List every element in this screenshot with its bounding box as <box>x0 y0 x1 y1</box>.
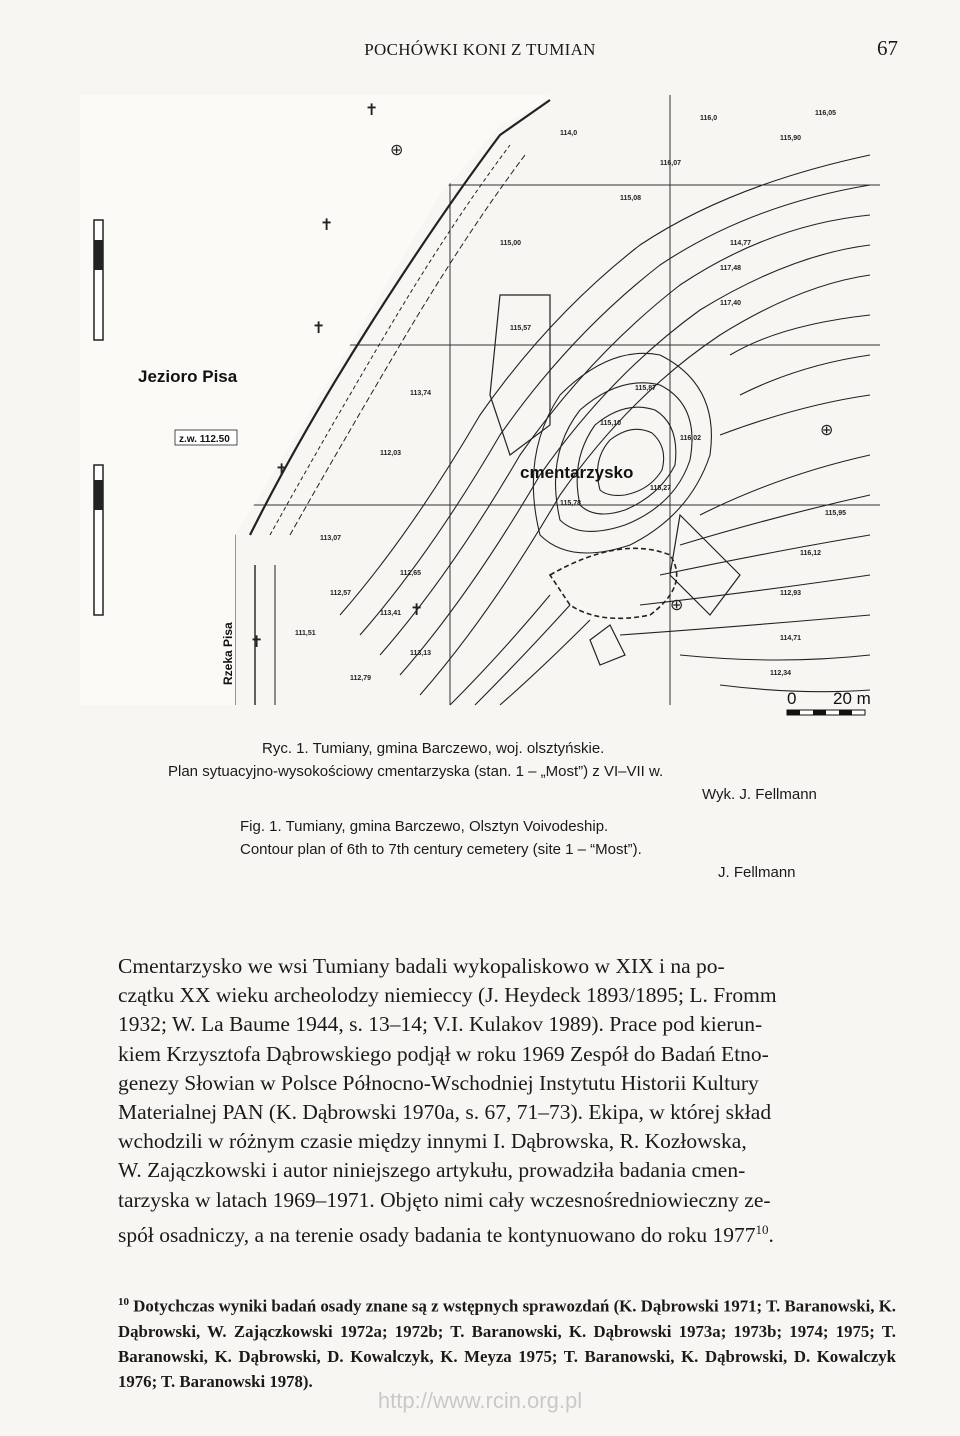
footnote <box>118 1290 896 1394</box>
contour-lines <box>340 155 870 705</box>
elevation-label: 116,07 <box>660 160 682 167</box>
body-paragraph <box>118 952 896 1250</box>
elevation-label: 115,78 <box>560 500 582 507</box>
svg-text:✝: ✝ <box>410 602 424 619</box>
caption-en-author: J. Fellmann <box>718 864 796 881</box>
cemetery-contour-map <box>80 95 880 720</box>
footnote-text: Dotychczas wyniki badań osady znane są z wstępnych sprawozdań (K. Dąbrowski 1971; T. Baranowski, K. Dąbrowski, W. Zajączkowski 1972a; 1972b; T. Baranowski, K. Dąbrowski 1973a; 1973b; 1974; 1975; T. Baranowski, K. Dąbrowski, D. Kowalczyk, K. Meyza 1975; T. Baranowski, K. Dąbrowski, D. Kowalczyk 1976; T. Baranowski 1978). <box>118 1296 896 1391</box>
cemetery-label: cmentarzysko <box>520 463 634 482</box>
svg-text:✝: ✝ <box>365 102 379 119</box>
body-line: tarzyska w latach 1969–1971. Objęto nimi cały wczesnośredniowieczny ze- <box>118 1187 771 1212</box>
elevation-label: 112,65 <box>400 570 422 577</box>
caption-pl-line2: Plan sytuacyjno-wysokościowy cmentarzyska (stan. 1 – „Most”) z VI–VII w. <box>168 763 664 780</box>
svg-text:✝: ✝ <box>250 634 264 651</box>
elevation-label: 115,08 <box>620 195 642 202</box>
scale-bar <box>785 690 880 720</box>
footnote-marker: 10 <box>118 1296 129 1308</box>
elevation-label: 114,71 <box>780 635 802 642</box>
elevation-label: 113,13 <box>410 650 432 657</box>
elevation-label: 115,57 <box>510 325 532 332</box>
elevation-label: 117,48 <box>720 265 742 272</box>
body-line: kiem Krzysztofa Dąbrowskiego podjął w roku 1969 Zespół do Badań Etno- <box>118 1041 769 1066</box>
lake-shore <box>80 95 550 705</box>
elevation-label: 115,27 <box>650 485 672 492</box>
body-line: spół osadniczy, a na terenie osady badania te kontynuowano do roku 1977 <box>118 1222 756 1247</box>
svg-text:⊕: ⊕ <box>390 142 404 159</box>
river-label: Rzeka Pisa <box>221 622 235 685</box>
elevation-label: 115,00 <box>500 240 522 247</box>
elevation-label: 117,40 <box>720 300 742 307</box>
svg-text:z.w. 112.50: z.w. 112.50 <box>179 434 230 445</box>
body-line: Materialnej PAN (K. Dąbrowski 1970a, s. 67, 71–73). Ekipa, w której skład <box>118 1100 772 1125</box>
body-line: czątku XX wieku archeolodzy niemieccy (J. Heydeck 1893/1895; L. Fromm <box>118 983 777 1008</box>
scale-label: 20 m <box>833 690 871 708</box>
elevation-label: 113,74 <box>410 390 432 397</box>
svg-text:✝: ✝ <box>320 217 334 234</box>
elevation-label: 111,51 <box>295 630 316 637</box>
body-line: W. Zajączkowski i autor niniejszego artykułu, prowadziła badania cmen- <box>118 1158 746 1183</box>
elevation-label: 112,34 <box>770 670 792 677</box>
elevation-label: 114,0 <box>560 130 578 137</box>
elevation-label: 113,07 <box>320 535 342 542</box>
elevation-label: 115,90 <box>780 135 802 142</box>
watermark: http://www.rcin.org.pl <box>377 1388 583 1413</box>
caption-pl-line1: Ryc. 1. Tumiany, gmina Barczewo, woj. olsztyńskie. <box>262 740 605 757</box>
lake-label: Jezioro Pisa <box>138 367 238 386</box>
caption-pl-author: Wyk. J. Fellmann <box>702 786 817 803</box>
elevation-label: 116,0 <box>700 115 718 122</box>
running-title: POCHÓWKI KONI Z TUMIAN <box>364 40 596 59</box>
elevation-label: 116,12 <box>800 550 822 557</box>
svg-text:✝: ✝ <box>312 320 326 337</box>
body-end-period: . <box>768 1222 774 1247</box>
caption-en-line1: Fig. 1. Tumiany, gmina Barczewo, Olsztyn Voivodeship. <box>240 818 609 835</box>
body-line-last <box>118 1215 896 1250</box>
elevation-label: 112,57 <box>330 590 352 597</box>
footnote-ref: 10 <box>755 1221 769 1237</box>
elevation-label: 116,02 <box>680 435 702 442</box>
elevation-label: 113,41 <box>380 610 402 617</box>
scale-zero: 0 <box>787 690 797 708</box>
elevation-label: 115,10 <box>600 420 622 427</box>
body-line: Cmentarzysko we wsi Tumiany badali wykopaliskowo w XIX i na po- <box>118 954 725 978</box>
caption-en-line2: Contour plan of 6th to 7th century cemetery (site 1 – “Most”). <box>240 841 642 858</box>
elevation-label: 115,87 <box>635 385 657 392</box>
body-line: genezy Słowian w Polsce Północno-Wschodniej Instytutu Historii Kultury <box>118 1070 759 1095</box>
elevation-label: 114,77 <box>730 240 752 247</box>
svg-text:⊕: ⊕ <box>670 597 684 614</box>
water-level-label <box>175 430 237 445</box>
page-number: 67 <box>877 36 898 60</box>
elevation-label: 115,95 <box>825 510 847 517</box>
elevation-label: 112,93 <box>780 590 802 597</box>
elevation-label: 112,79 <box>350 675 372 682</box>
svg-text:✝: ✝ <box>275 462 289 479</box>
svg-text:⊕: ⊕ <box>820 422 834 439</box>
elevation-label: 116,05 <box>815 110 837 117</box>
elevation-label: 112,03 <box>380 450 402 457</box>
body-line: 1932; W. La Baume 1944, s. 13–14; V.I. Kulakov 1989). Prace pod kierun- <box>118 1012 763 1037</box>
body-line: wchodzili w różnym czasie między innymi I. Dąbrowska, R. Kozłowska, <box>118 1129 747 1154</box>
